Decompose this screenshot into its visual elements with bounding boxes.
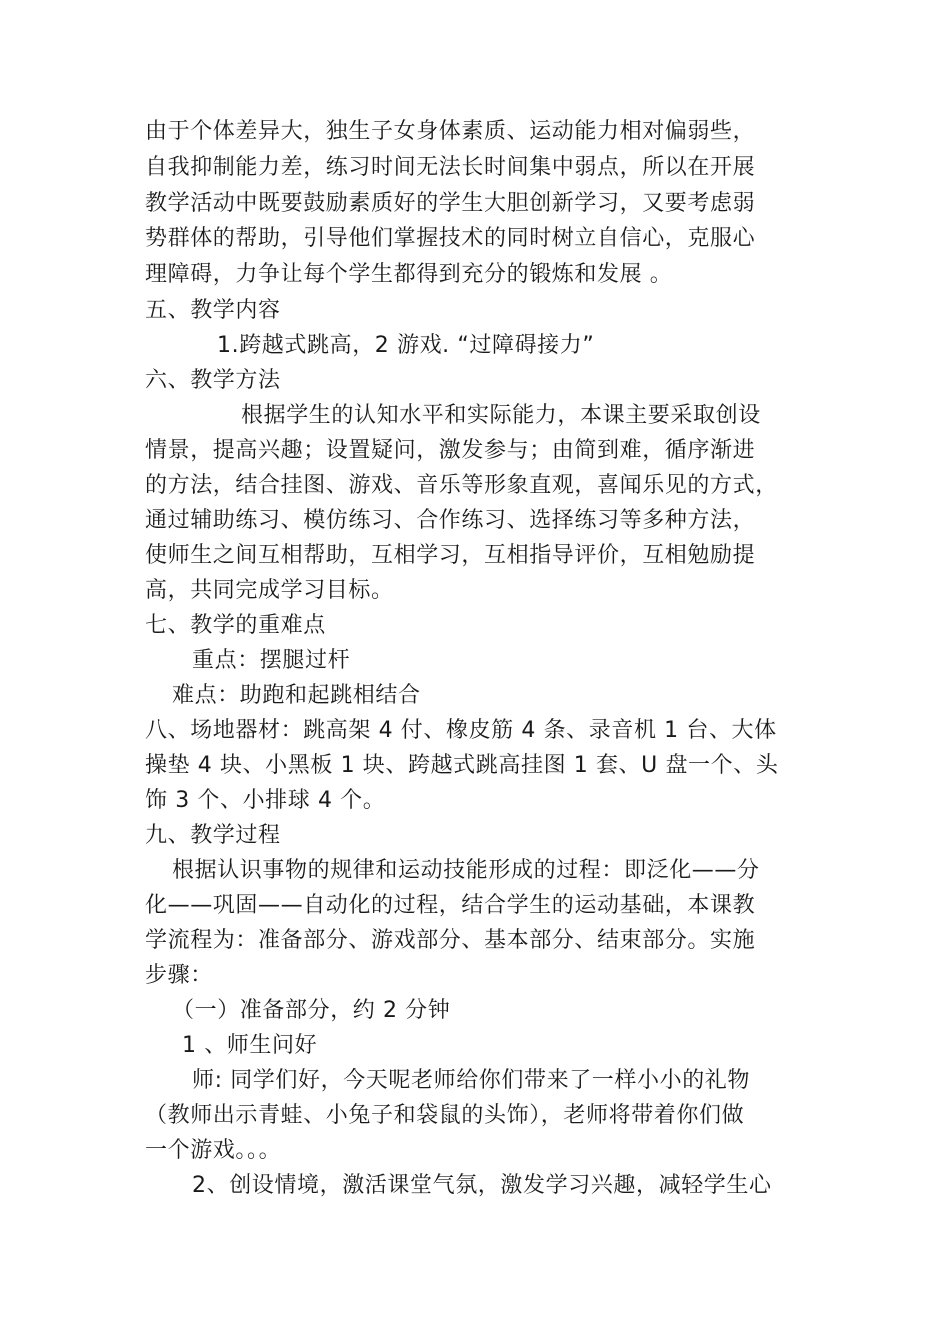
section-heading-method: 六、教学方法 — [145, 368, 281, 393]
paragraph-line: 1.跨越式跳高，2 游戏. “过障碍接力” — [217, 333, 595, 358]
paragraph-line: 难点：助跑和起跳相结合 — [172, 683, 421, 708]
paragraph-line: 教学活动中既要鼓励素质好的学生大胆创新学习，又要考虑弱 — [145, 191, 756, 216]
paragraph-line: 使师生之间互相帮助，互相学习，互相指导评价，互相勉励提 — [145, 543, 756, 568]
paragraph-line: 饰 3 个、小排球 4 个。 — [145, 788, 386, 813]
paragraph-line: 理障碍，力争让每个学生都得到充分的锻炼和发展 。 — [145, 262, 673, 287]
paragraph-line: 高，共同完成学习目标。 — [145, 578, 394, 603]
paragraph-line: 1 、师生问好 — [182, 1033, 318, 1058]
paragraph-line: 重点：摆腿过杆 — [192, 648, 351, 673]
paragraph-line: 自我抑制能力差，练习时间无法长时间集中弱点，所以在开展 — [145, 155, 756, 180]
subsection-heading: （一）准备部分，约 2 分钟 — [172, 998, 451, 1023]
paragraph-line: 通过辅助练习、模仿练习、合作练习、选择练习等多种方法， — [145, 508, 756, 533]
section-heading-content: 五、教学内容 — [145, 298, 281, 323]
paragraph-line: 师: 同学们好，今天呢老师给你们带来了一样小小的礼物 — [192, 1068, 751, 1093]
paragraph-line: 化——巩固——自动化的过程，结合学生的运动基础，本课教 — [145, 893, 756, 918]
section-heading-equipment: 八、场地器材：跳高架 4 付、橡皮筋 4 条、录音机 1 台、大体 — [145, 718, 777, 743]
section-heading-process: 九、教学过程 — [145, 823, 281, 848]
paragraph-line: 的方法，结合挂图、游戏、音乐等形象直观，喜闻乐见的方式， — [145, 473, 778, 498]
paragraph-line: 一个游戏。。。 — [145, 1138, 282, 1163]
paragraph-line: 根据学生的认知水平和实际能力，本课主要采取创设 — [241, 403, 761, 428]
paragraph-line: 情景，提高兴趣；设置疑问，激发参与；由简到难，循序渐进 — [145, 438, 756, 463]
paragraph-line: 操垫 4 块、小黑板 1 块、跨越式跳高挂图 1 套、U 盘一个、头 — [145, 753, 779, 778]
paragraph-line: （教师出示青蛙、小兔子和袋鼠的头饰），老师将带着你们做 — [145, 1103, 745, 1128]
paragraph-line: 根据认识事物的规律和运动技能形成的过程：即泛化——分 — [172, 858, 760, 883]
paragraph-line: 由于个体差异大，独生子女身体素质、运动能力相对偏弱些， — [145, 119, 756, 144]
paragraph-line: 学流程为：准备部分、游戏部分、基本部分、结束部分。实施 — [145, 928, 756, 953]
paragraph-line: 步骤： — [145, 963, 213, 988]
paragraph-line: 势群体的帮助，引导他们掌握技术的同时树立自信心，克服心 — [145, 226, 756, 251]
paragraph-line: 2、创设情境，激活课堂气氛，激发学习兴趣，减轻学生心 — [192, 1173, 772, 1198]
section-heading-key-points: 七、教学的重难点 — [145, 613, 326, 638]
